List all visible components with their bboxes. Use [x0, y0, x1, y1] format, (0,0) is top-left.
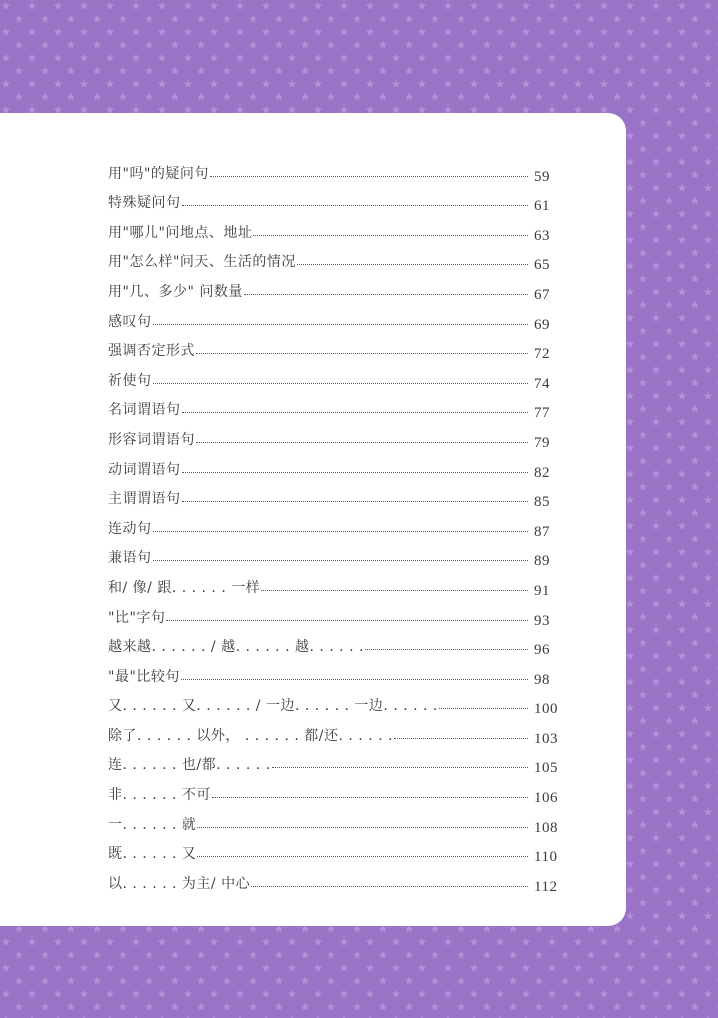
toc-entry[interactable] [108, 331, 560, 361]
toc-entry[interactable] [108, 183, 560, 213]
toc-entry-title: 连. . . . . . 也/都. . . . . . [108, 757, 271, 774]
toc-page-number: 110 [534, 849, 558, 866]
toc-entry-title: 名词谓语句 [108, 402, 181, 419]
toc-page-number: 72 [534, 346, 550, 363]
dot-leader [439, 708, 528, 709]
toc-entry[interactable] [108, 686, 560, 716]
toc-page-number: 63 [534, 227, 550, 244]
toc-entry[interactable] [108, 390, 560, 420]
toc-page-number: 61 [534, 198, 550, 215]
dot-leader [197, 827, 528, 828]
toc-entry-title: 除了. . . . . . 以外， . . . . . . 都/还. . . . . . [108, 727, 393, 744]
toc-page-number: 96 [534, 642, 550, 659]
toc-entry[interactable] [108, 715, 560, 745]
toc-page-number: 69 [534, 316, 550, 333]
toc-page-number: 65 [534, 257, 550, 274]
toc-entry[interactable] [108, 301, 560, 331]
toc-page-number: 106 [534, 790, 558, 807]
toc-entry[interactable] [108, 597, 560, 627]
toc-entry[interactable] [108, 153, 560, 183]
toc-page-number: 77 [534, 405, 550, 422]
toc-entry-title: 连动句 [108, 520, 152, 537]
toc-entry-title: 用"哪儿"问地点、地址 [108, 224, 253, 241]
toc-entry-title: "最"比较句 [108, 668, 180, 685]
toc-entry[interactable] [108, 538, 560, 568]
dot-leader [251, 886, 528, 887]
toc-entry[interactable] [108, 479, 560, 509]
dot-leader [182, 412, 529, 413]
toc-entry-title: 既. . . . . . 又 [108, 846, 197, 863]
dot-leader [153, 531, 529, 532]
toc-entry[interactable] [108, 745, 560, 775]
toc-entry-title: 祈使句 [108, 372, 152, 389]
dot-leader [153, 324, 529, 325]
toc-page-number: 100 [534, 701, 558, 718]
toc-entry[interactable] [108, 449, 560, 479]
dot-leader [153, 560, 529, 561]
table-of-contents [108, 153, 560, 893]
toc-entry[interactable] [108, 567, 560, 597]
toc-page-number: 112 [534, 878, 558, 895]
toc-entry[interactable] [108, 508, 560, 538]
toc-entry-title: 形容词谓语句 [108, 431, 195, 448]
toc-entry[interactable] [108, 804, 560, 834]
toc-entry-title: 一. . . . . . 就 [108, 816, 197, 833]
dot-leader [394, 738, 528, 739]
dot-leader [197, 856, 528, 857]
toc-entry-title: 特殊疑问句 [108, 195, 181, 212]
toc-page-number: 85 [534, 494, 550, 511]
toc-entry-title: 强调否定形式 [108, 343, 195, 360]
toc-page-number: 79 [534, 434, 550, 451]
toc-page-number: 67 [534, 286, 550, 303]
toc-entry-title: 和/ 像/ 跟. . . . . . 一样 [108, 579, 261, 596]
toc-entry[interactable] [108, 627, 560, 657]
toc-entry-title: 兼语句 [108, 550, 152, 567]
dot-leader [181, 679, 528, 680]
toc-page-number: 89 [534, 553, 550, 570]
toc-page-number: 82 [534, 464, 550, 481]
dot-leader [253, 235, 528, 236]
toc-entry[interactable] [108, 242, 560, 272]
toc-entry-title: 以. . . . . . 为主/ 中心 [108, 875, 251, 892]
toc-entry-title: 非. . . . . . 不可 [108, 787, 211, 804]
dot-leader [272, 767, 528, 768]
toc-page-number: 93 [534, 612, 550, 629]
toc-entry[interactable] [108, 419, 560, 449]
toc-entry[interactable] [108, 212, 560, 242]
toc-page-number: 105 [534, 760, 558, 777]
dot-leader [182, 501, 529, 502]
dot-leader [153, 383, 529, 384]
dot-leader [244, 294, 528, 295]
dot-leader [297, 264, 528, 265]
toc-entry[interactable] [108, 360, 560, 390]
toc-entry[interactable] [108, 656, 560, 686]
dot-leader [182, 205, 529, 206]
toc-page-number: 91 [534, 582, 550, 599]
toc-page-number: 108 [534, 819, 558, 836]
toc-entry-title: 越来越. . . . . . / 越. . . . . . 越. . . . . . [108, 639, 364, 656]
toc-entry-title: 用"几、多少" 问数量 [108, 283, 243, 300]
toc-entry-title: 又. . . . . . 又. . . . . . / 一边. . . . . . 一边. . . . . . [108, 698, 438, 715]
toc-page-number: 74 [534, 375, 550, 392]
dot-leader [166, 620, 528, 621]
toc-entry-title: 用"吗"的疑问句 [108, 165, 209, 182]
dot-leader [261, 590, 528, 591]
toc-entry[interactable] [108, 834, 560, 864]
dot-leader [212, 797, 528, 798]
toc-entry[interactable] [108, 271, 560, 301]
toc-entry-title: 感叹句 [108, 313, 152, 330]
toc-entry[interactable] [108, 863, 560, 893]
toc-page-number: 59 [534, 168, 550, 185]
toc-entry-title: 主谓谓语句 [108, 491, 181, 508]
toc-entry-title: "比"字句 [108, 609, 166, 626]
toc-entry-title: 用"怎么样"问天、生活的情况 [108, 254, 296, 271]
dot-leader [196, 442, 528, 443]
dot-leader [182, 472, 529, 473]
dot-leader [210, 176, 528, 177]
toc-entry-title: 动词谓语句 [108, 461, 181, 478]
toc-entry[interactable] [108, 774, 560, 807]
toc-page-number: 103 [534, 730, 558, 747]
toc-page-number: 87 [534, 523, 550, 540]
dot-leader [196, 353, 528, 354]
toc-page-number: 98 [534, 671, 550, 688]
dot-leader [365, 649, 528, 650]
